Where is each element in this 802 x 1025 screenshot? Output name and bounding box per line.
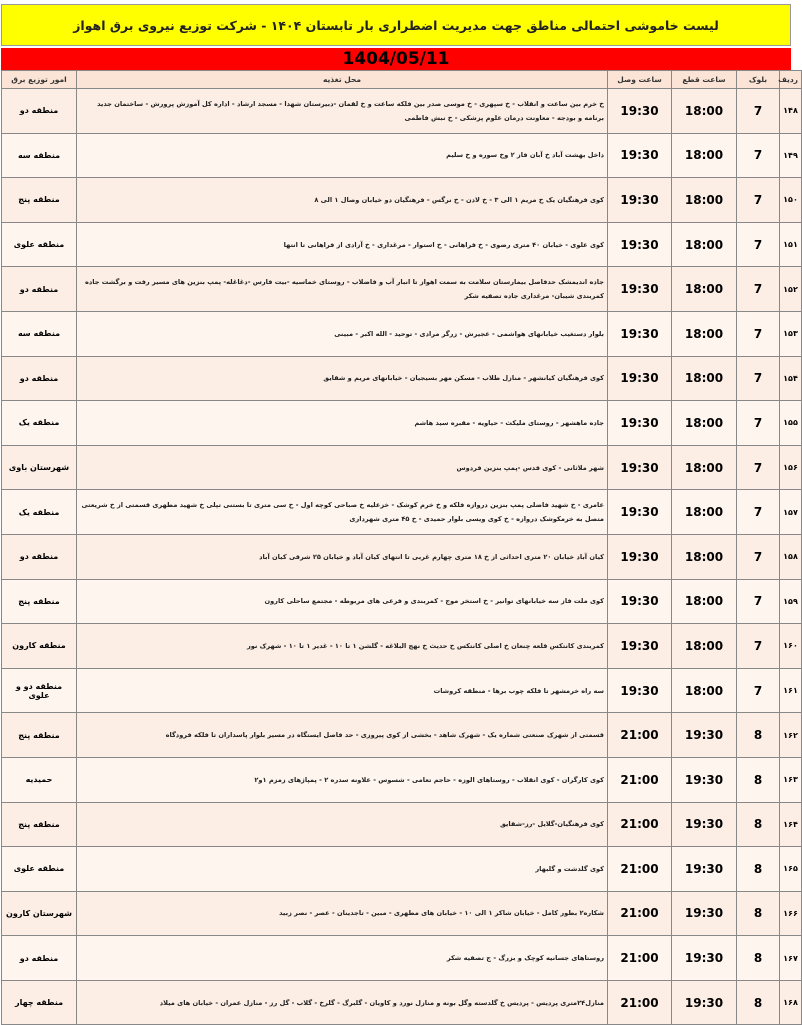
- row-number-cell: ۱۶۷: [780, 936, 802, 981]
- row-number-cell: ۱۶۶: [780, 891, 802, 936]
- district-cell: منطقه پنج: [2, 178, 77, 223]
- row-number-cell: ۱۶۲: [780, 713, 802, 758]
- reconnect-time-cell: 19:30: [608, 356, 672, 401]
- table-row: [2, 311, 802, 356]
- table-row: [2, 757, 802, 802]
- district-cell: منطقه یک: [2, 401, 77, 446]
- cut-time-cell: 18:00: [672, 490, 737, 535]
- block-cell: 7: [737, 401, 780, 446]
- row-number-cell: ۱۵۴: [780, 356, 802, 401]
- cut-time-cell: 18:00: [672, 356, 737, 401]
- row-number-cell: ۱۵۵: [780, 401, 802, 446]
- block-cell: 7: [737, 490, 780, 535]
- district-cell: منطقه کارون: [2, 624, 77, 669]
- header-row-no: ردیف: [780, 71, 802, 89]
- feed-area-cell: داخل بهشت آباد خ آبان فاز ۲ وخ سوره و خ سلیم: [77, 133, 608, 178]
- feed-area-cell: کوی گلدشت و گلبهار: [77, 847, 608, 892]
- feed-area-cell: کوی فرهنگیان یک خ مریم ۱ الی ۳ - خ لادن - خ نرگس - فرهنگیان دو خیابان وصال ۱ الی ۸: [77, 178, 608, 223]
- reconnect-time-cell: 21:00: [608, 713, 672, 758]
- row-number-cell: ۱۵۲: [780, 267, 802, 312]
- district-cell: منطقه پنج: [2, 579, 77, 624]
- district-cell: منطقه علوی: [2, 222, 77, 267]
- feed-area-cell: قسمتی از شهرک صنعتی شماره یک - شهرک شاهد - بخشی از کوی پیروزی - حد فاصل ایستگاه در مسیر بلوار پاسداران تا فلکه فرودگاه: [77, 713, 608, 758]
- feed-area-cell: شهر ملاثانی - کوی قدس -پمپ بنزین فردوس: [77, 445, 608, 490]
- cut-time-cell: 18:00: [672, 89, 737, 134]
- reconnect-time-cell: 19:30: [608, 445, 672, 490]
- feed-area-cell: بلوار دستغیب خیابانهای هواشمی - عجیرش - زرگر مرادی - توحید - الله اکبر - مبینی: [77, 311, 608, 356]
- district-cell: منطقه پنج: [2, 802, 77, 847]
- block-cell: 7: [737, 133, 780, 178]
- table-row: [2, 401, 802, 446]
- cut-time-cell: 18:00: [672, 267, 737, 312]
- table-row: [2, 980, 802, 1025]
- district-cell: منطقه یک: [2, 490, 77, 535]
- reconnect-time-cell: 19:30: [608, 579, 672, 624]
- cut-time-cell: 18:00: [672, 133, 737, 178]
- header-reconnect-time: ساعت وصل: [608, 71, 672, 89]
- block-cell: 8: [737, 891, 780, 936]
- block-cell: 7: [737, 624, 780, 669]
- block-cell: 7: [737, 356, 780, 401]
- table-row: [2, 445, 802, 490]
- row-number-cell: ۱۵۶: [780, 445, 802, 490]
- table-row: [2, 579, 802, 624]
- feed-area-cell: جاده ماهشهر - روستای ملیکث - حیاویه - مقبره سید هاشم: [77, 401, 608, 446]
- cut-time-cell: 18:00: [672, 222, 737, 267]
- block-cell: 8: [737, 847, 780, 892]
- table-row: [2, 356, 802, 401]
- district-cell: منطقه دو: [2, 936, 77, 981]
- feed-area-cell: کوی علوی - خیابان ۴۰ متری رضوی - خ فراهانی - خ استوار - مرغداری - خ آزادی از فراهانی تا انتها: [77, 222, 608, 267]
- block-cell: 7: [737, 579, 780, 624]
- reconnect-time-cell: 19:30: [608, 178, 672, 223]
- row-number-cell: ۱۶۱: [780, 668, 802, 713]
- cut-time-cell: 19:30: [672, 936, 737, 981]
- cut-time-cell: 19:30: [672, 891, 737, 936]
- row-number-cell: ۱۶۰: [780, 624, 802, 669]
- row-number-cell: ۱۵۹: [780, 579, 802, 624]
- table-row: [2, 178, 802, 223]
- row-number-cell: ۱۴۹: [780, 133, 802, 178]
- cut-time-cell: 19:30: [672, 757, 737, 802]
- table-row: [2, 534, 802, 579]
- cut-time-cell: 18:00: [672, 401, 737, 446]
- feed-area-cell: کیان آباد خیابان ۲۰ متری احداثی از خ ۱۸ متری چهارم غربی تا انتهای کیان آباد و خیابان ۲۵ شرقی کیان آباد: [77, 534, 608, 579]
- table-body: [2, 89, 802, 1025]
- district-cell: منطقه دو: [2, 267, 77, 312]
- block-cell: 7: [737, 178, 780, 223]
- block-cell: 8: [737, 757, 780, 802]
- reconnect-time-cell: 21:00: [608, 980, 672, 1025]
- row-number-cell: ۱۶۳: [780, 757, 802, 802]
- block-cell: 8: [737, 713, 780, 758]
- cut-time-cell: 18:00: [672, 311, 737, 356]
- reconnect-time-cell: 19:30: [608, 534, 672, 579]
- block-cell: 7: [737, 668, 780, 713]
- header-district: امور توزیع برق: [2, 71, 77, 89]
- table-row: [2, 490, 802, 535]
- district-cell: حمیدیه: [2, 757, 77, 802]
- block-cell: 7: [737, 534, 780, 579]
- feed-area-cell: جاده اندیمشک حدفاصل بیمارستان سلامت به سمت اهواز تا انبار آب و فاضلاب - روستای خماسیه -بیت فارس -دغاغله- پمپ بنزین های مسیر رفت و برگشت جاده کمربندی شیبان- مرغداری جاده تصفیه شکر: [77, 267, 608, 312]
- row-number-cell: ۱۵۷: [780, 490, 802, 535]
- reconnect-time-cell: 19:30: [608, 401, 672, 446]
- district-cell: منطقه چهار: [2, 980, 77, 1025]
- district-cell: منطقه پنج: [2, 713, 77, 758]
- district-cell: منطقه سه: [2, 133, 77, 178]
- feed-area-cell: شکاره۲ بطور کامل - خیابان شاکر ۱ الی ۱۰ - خیابان های مطهری - مبین - تاجدینان - عصر - نصر زبید: [77, 891, 608, 936]
- row-number-cell: ۱۵۱: [780, 222, 802, 267]
- block-cell: 8: [737, 980, 780, 1025]
- cut-time-cell: 19:30: [672, 980, 737, 1025]
- reconnect-time-cell: 19:30: [608, 133, 672, 178]
- table-row: [2, 668, 802, 713]
- reconnect-time-cell: 19:30: [608, 668, 672, 713]
- table-row: [2, 713, 802, 758]
- row-number-cell: ۱۵۰: [780, 178, 802, 223]
- block-cell: 7: [737, 222, 780, 267]
- block-cell: 7: [737, 445, 780, 490]
- date-banner: 1404/05/11: [1, 48, 791, 70]
- reconnect-time-cell: 19:30: [608, 89, 672, 134]
- table-row: [2, 133, 802, 178]
- document-title: لیست خاموشی احتمالی مناطق جهت مدیریت اضطراری بار تابستان ۱۴۰۴ - شرکت توزیع نیروی برق اهواز: [1, 4, 791, 46]
- feed-area-cell: خ خرم بین ساعت و انقلاب - خ سپهری - خ موسی صدر بین فلکه ساعت و خ لقمان -دبیرستان شهدا - مسجد ارشاد - اداره کل آموزش پرورش - ساختمان جدید برنامه و بودجه - معاونت درمان علوم پزشکی - خ نبش فاطمی: [77, 89, 608, 134]
- table-row: [2, 222, 802, 267]
- cut-time-cell: 18:00: [672, 668, 737, 713]
- feed-area-cell: عامری - خ شهید فاضلی پمپ بنزین دروازه فلکه و خ خرم کوشک - خزعلیه خ صباحی کوچه اول - خ سی متری تا بستنی تپلی خ شهید مطهری قسمتی از خ شریعتی متصل به خرمکوشک دروازه - خ کوی ویسی بلوار حمیدی - خ ۴۵ متری شهرداری: [77, 490, 608, 535]
- block-cell: 7: [737, 311, 780, 356]
- cut-time-cell: 18:00: [672, 178, 737, 223]
- row-number-cell: ۱۶۵: [780, 847, 802, 892]
- block-cell: 8: [737, 936, 780, 981]
- feed-area-cell: کمربندی کانتکس قلعه چنعان خ اصلی کانتکس خ حدیث خ نهج البلاغه - گلشن ۱ تا ۱۰ - غدیر ۱ تا ۱۰ - شهرک نور: [77, 624, 608, 669]
- outage-table: [1, 70, 802, 1025]
- reconnect-time-cell: 19:30: [608, 311, 672, 356]
- block-cell: 7: [737, 89, 780, 134]
- district-cell: منطقه دو: [2, 356, 77, 401]
- reconnect-time-cell: 21:00: [608, 802, 672, 847]
- reconnect-time-cell: 21:00: [608, 936, 672, 981]
- district-cell: منطقه دو: [2, 534, 77, 579]
- reconnect-time-cell: 21:00: [608, 847, 672, 892]
- district-cell: منطقه سه: [2, 311, 77, 356]
- district-cell: منطقه دو: [2, 89, 77, 134]
- cut-time-cell: 19:30: [672, 713, 737, 758]
- district-cell: منطقه علوی: [2, 847, 77, 892]
- table-row: [2, 624, 802, 669]
- table-row: [2, 89, 802, 134]
- header-feed-area: محل تغذیه: [77, 71, 608, 89]
- row-number-cell: ۱۴۸: [780, 89, 802, 134]
- feed-area-cell: منازل۲۴متری پردیس - پردیس خ گلدسته وگل بونه و منازل نورد و کاویان - گلبرگ - گلرخ - گلاب - گل رز - منازل عمران - خیابان های میلاد: [77, 980, 608, 1025]
- header-block: بلوک: [737, 71, 780, 89]
- feed-area-cell: کوی کارگران - کوی انقلاب - روستاهای الوزه - حاجم تعامی - شسوس - علاونه سدره ۲ - پمپاژهای زمزم ۱و۲: [77, 757, 608, 802]
- block-cell: 8: [737, 802, 780, 847]
- district-cell: منطقه دو و علوی: [2, 668, 77, 713]
- reconnect-time-cell: 21:00: [608, 757, 672, 802]
- feed-area-cell: کوی فرهنگیان کیانشهر - منازل طلاب - مسکن مهر بسیجیان - خیابانهای مریم و شقایق: [77, 356, 608, 401]
- cut-time-cell: 18:00: [672, 445, 737, 490]
- cut-time-cell: 18:00: [672, 624, 737, 669]
- cut-time-cell: 18:00: [672, 579, 737, 624]
- block-cell: 7: [737, 267, 780, 312]
- feed-area-cell: سه راه خرمشهر تا فلکه چوب برها - منطقه کروشات: [77, 668, 608, 713]
- cut-time-cell: 19:30: [672, 802, 737, 847]
- table-row: [2, 891, 802, 936]
- row-number-cell: ۱۶۸: [780, 980, 802, 1025]
- table-row: [2, 847, 802, 892]
- row-number-cell: ۱۶۴: [780, 802, 802, 847]
- feed-area-cell: کوی ملت فاز سه خیابانهای توانیر - خ استخر موج - کمربندی و فرعی های مربوطه - مجتمع ساحلی کارون: [77, 579, 608, 624]
- reconnect-time-cell: 19:30: [608, 267, 672, 312]
- reconnect-time-cell: 19:30: [608, 222, 672, 267]
- header-cut-time: ساعت قطع: [672, 71, 737, 89]
- table-row: [2, 802, 802, 847]
- row-number-cell: ۱۵۸: [780, 534, 802, 579]
- feed-area-cell: روستاهای جسانیه کوچک و بزرگ - ج تصفیه شکر: [77, 936, 608, 981]
- reconnect-time-cell: 19:30: [608, 624, 672, 669]
- district-cell: شهرستان کارون: [2, 891, 77, 936]
- table-row: [2, 267, 802, 312]
- reconnect-time-cell: 21:00: [608, 891, 672, 936]
- reconnect-time-cell: 19:30: [608, 490, 672, 535]
- table-header-row: [2, 71, 802, 89]
- cut-time-cell: 19:30: [672, 847, 737, 892]
- cut-time-cell: 18:00: [672, 534, 737, 579]
- feed-area-cell: کوی فرهنگیان-گلایل -رز-شقایق: [77, 802, 608, 847]
- district-cell: شهرستان باوی: [2, 445, 77, 490]
- row-number-cell: ۱۵۳: [780, 311, 802, 356]
- table-row: [2, 936, 802, 981]
